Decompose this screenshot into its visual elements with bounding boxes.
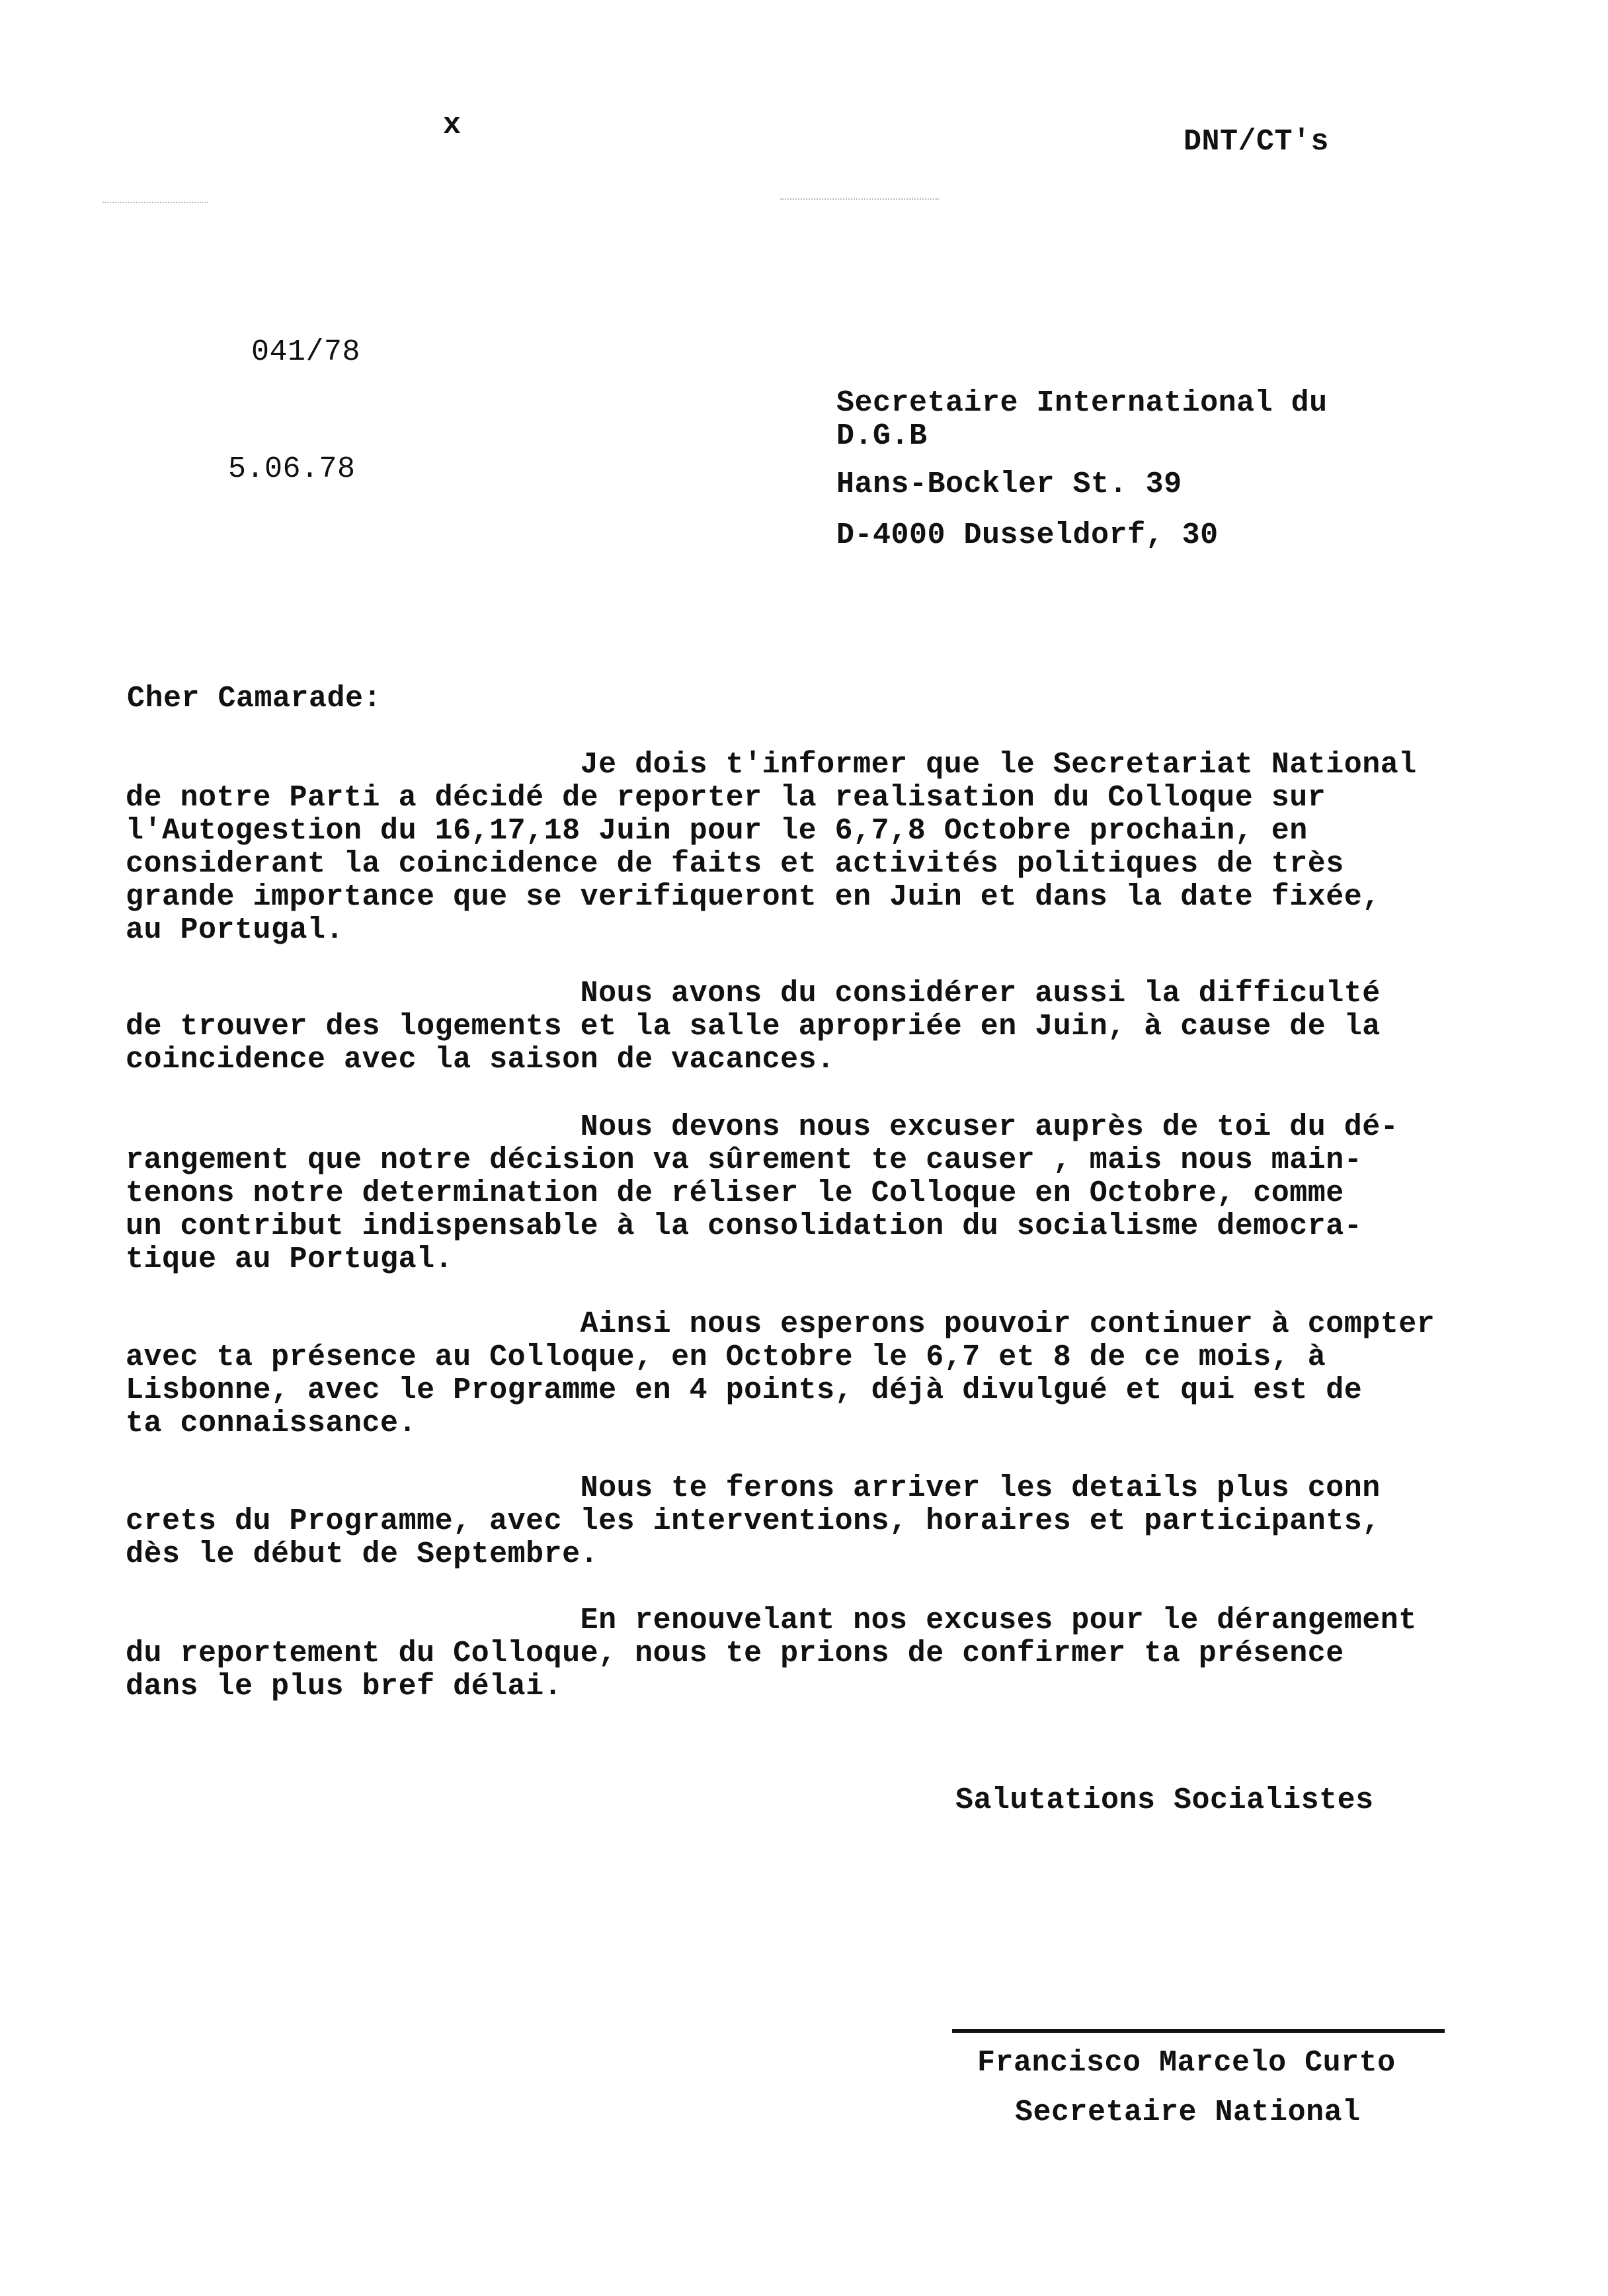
paragraph-line: dans le plus bref délai. [126, 1670, 563, 1703]
divider-speck-right [780, 198, 939, 201]
paragraph-line: crets du Programme, avec les interventions, horaires et participants, [126, 1504, 1381, 1538]
paragraph-2 [126, 977, 1567, 1077]
paragraph-5 [126, 1472, 1567, 1571]
paragraph-line: avec ta présence au Colloque, en Octobre le 6,7 et 8 de ce mois, à [126, 1340, 1326, 1374]
reference-code: DNT/CT's [1184, 125, 1330, 159]
salutation: Cher Camarade: [127, 682, 382, 716]
paragraph-line: Nous devons nous excuser auprès de toi du dé- [126, 1110, 1399, 1144]
signatory-name: Francisco Marcelo Curto [977, 2046, 1396, 2080]
paragraph-6 [126, 1604, 1567, 1703]
paragraph-line: de notre Parti a décidé de reporter la realisation du Colloque sur [126, 781, 1326, 815]
letter-date: 5.06.78 [228, 452, 356, 486]
letter-number: 041/78 [251, 335, 361, 369]
paragraph-line: Nous te ferons arriver les details plus conn [126, 1471, 1381, 1505]
paragraph-line: Je dois t'informer que le Secretariat National [126, 748, 1417, 782]
signatory-title: Secretaire National [1015, 2096, 1361, 2129]
recipient-line: D.G.B [836, 419, 928, 453]
paragraph-line: ta connaissance. [126, 1407, 417, 1440]
divider-speck-left [102, 202, 208, 204]
paragraph-1 [126, 749, 1567, 947]
paragraph-line: au Portugal. [126, 913, 344, 947]
paragraph-line: grande importance que se verifiqueront en Juin et dans la date fixée, [126, 880, 1381, 914]
header-mark: x [443, 108, 462, 142]
paragraph-line: En renouvelant nos excuses pour le dérangement [126, 1604, 1417, 1637]
paragraph-line: Ainsi nous esperons pouvoir continuer à compter [126, 1307, 1435, 1341]
paragraph-line: rangement que notre décision va sûrement te causer , mais nous main- [126, 1143, 1363, 1177]
paragraph-line: tenons notre determination de réliser le Colloque en Octobre, comme [126, 1176, 1344, 1210]
recipient-line: Hans-Bockler St. 39 [836, 468, 1182, 501]
paragraph-line: l'Autogestion du 16,17,18 Juin pour le 6,7,8 Octobre prochain, en [126, 814, 1308, 848]
paragraph-line: coincidence avec la saison de vacances. [126, 1043, 835, 1077]
paragraph-line: considerant la coincidence de faits et activités politiques de très [126, 847, 1344, 881]
paragraph-line: Nous avons du considérer aussi la difficulté [126, 977, 1381, 1010]
recipient-line: Secretaire International du [836, 386, 1328, 420]
paragraph-line: tique au Portugal. [126, 1243, 454, 1276]
paragraph-4 [126, 1308, 1567, 1440]
signature-line [952, 2029, 1445, 2033]
paragraph-line: de trouver des logements et la salle apropriée en Juin, à cause de la [126, 1010, 1381, 1044]
paragraph-line: Lisbonne, avec le Programme en 4 points, déjà divulgué et qui est de [126, 1374, 1363, 1407]
paragraph-3 [126, 1111, 1567, 1276]
paragraph-line: du reportement du Colloque, nous te prions de confirmer ta présence [126, 1637, 1344, 1670]
paragraph-line: un contribut indispensable à la consolidation du socialisme democra- [126, 1210, 1363, 1243]
recipient-line: D-4000 Dusseldorf, 30 [836, 518, 1219, 552]
paragraph-line: dès le début de Septembre. [126, 1538, 599, 1571]
closing: Salutations Socialistes [955, 1784, 1374, 1817]
